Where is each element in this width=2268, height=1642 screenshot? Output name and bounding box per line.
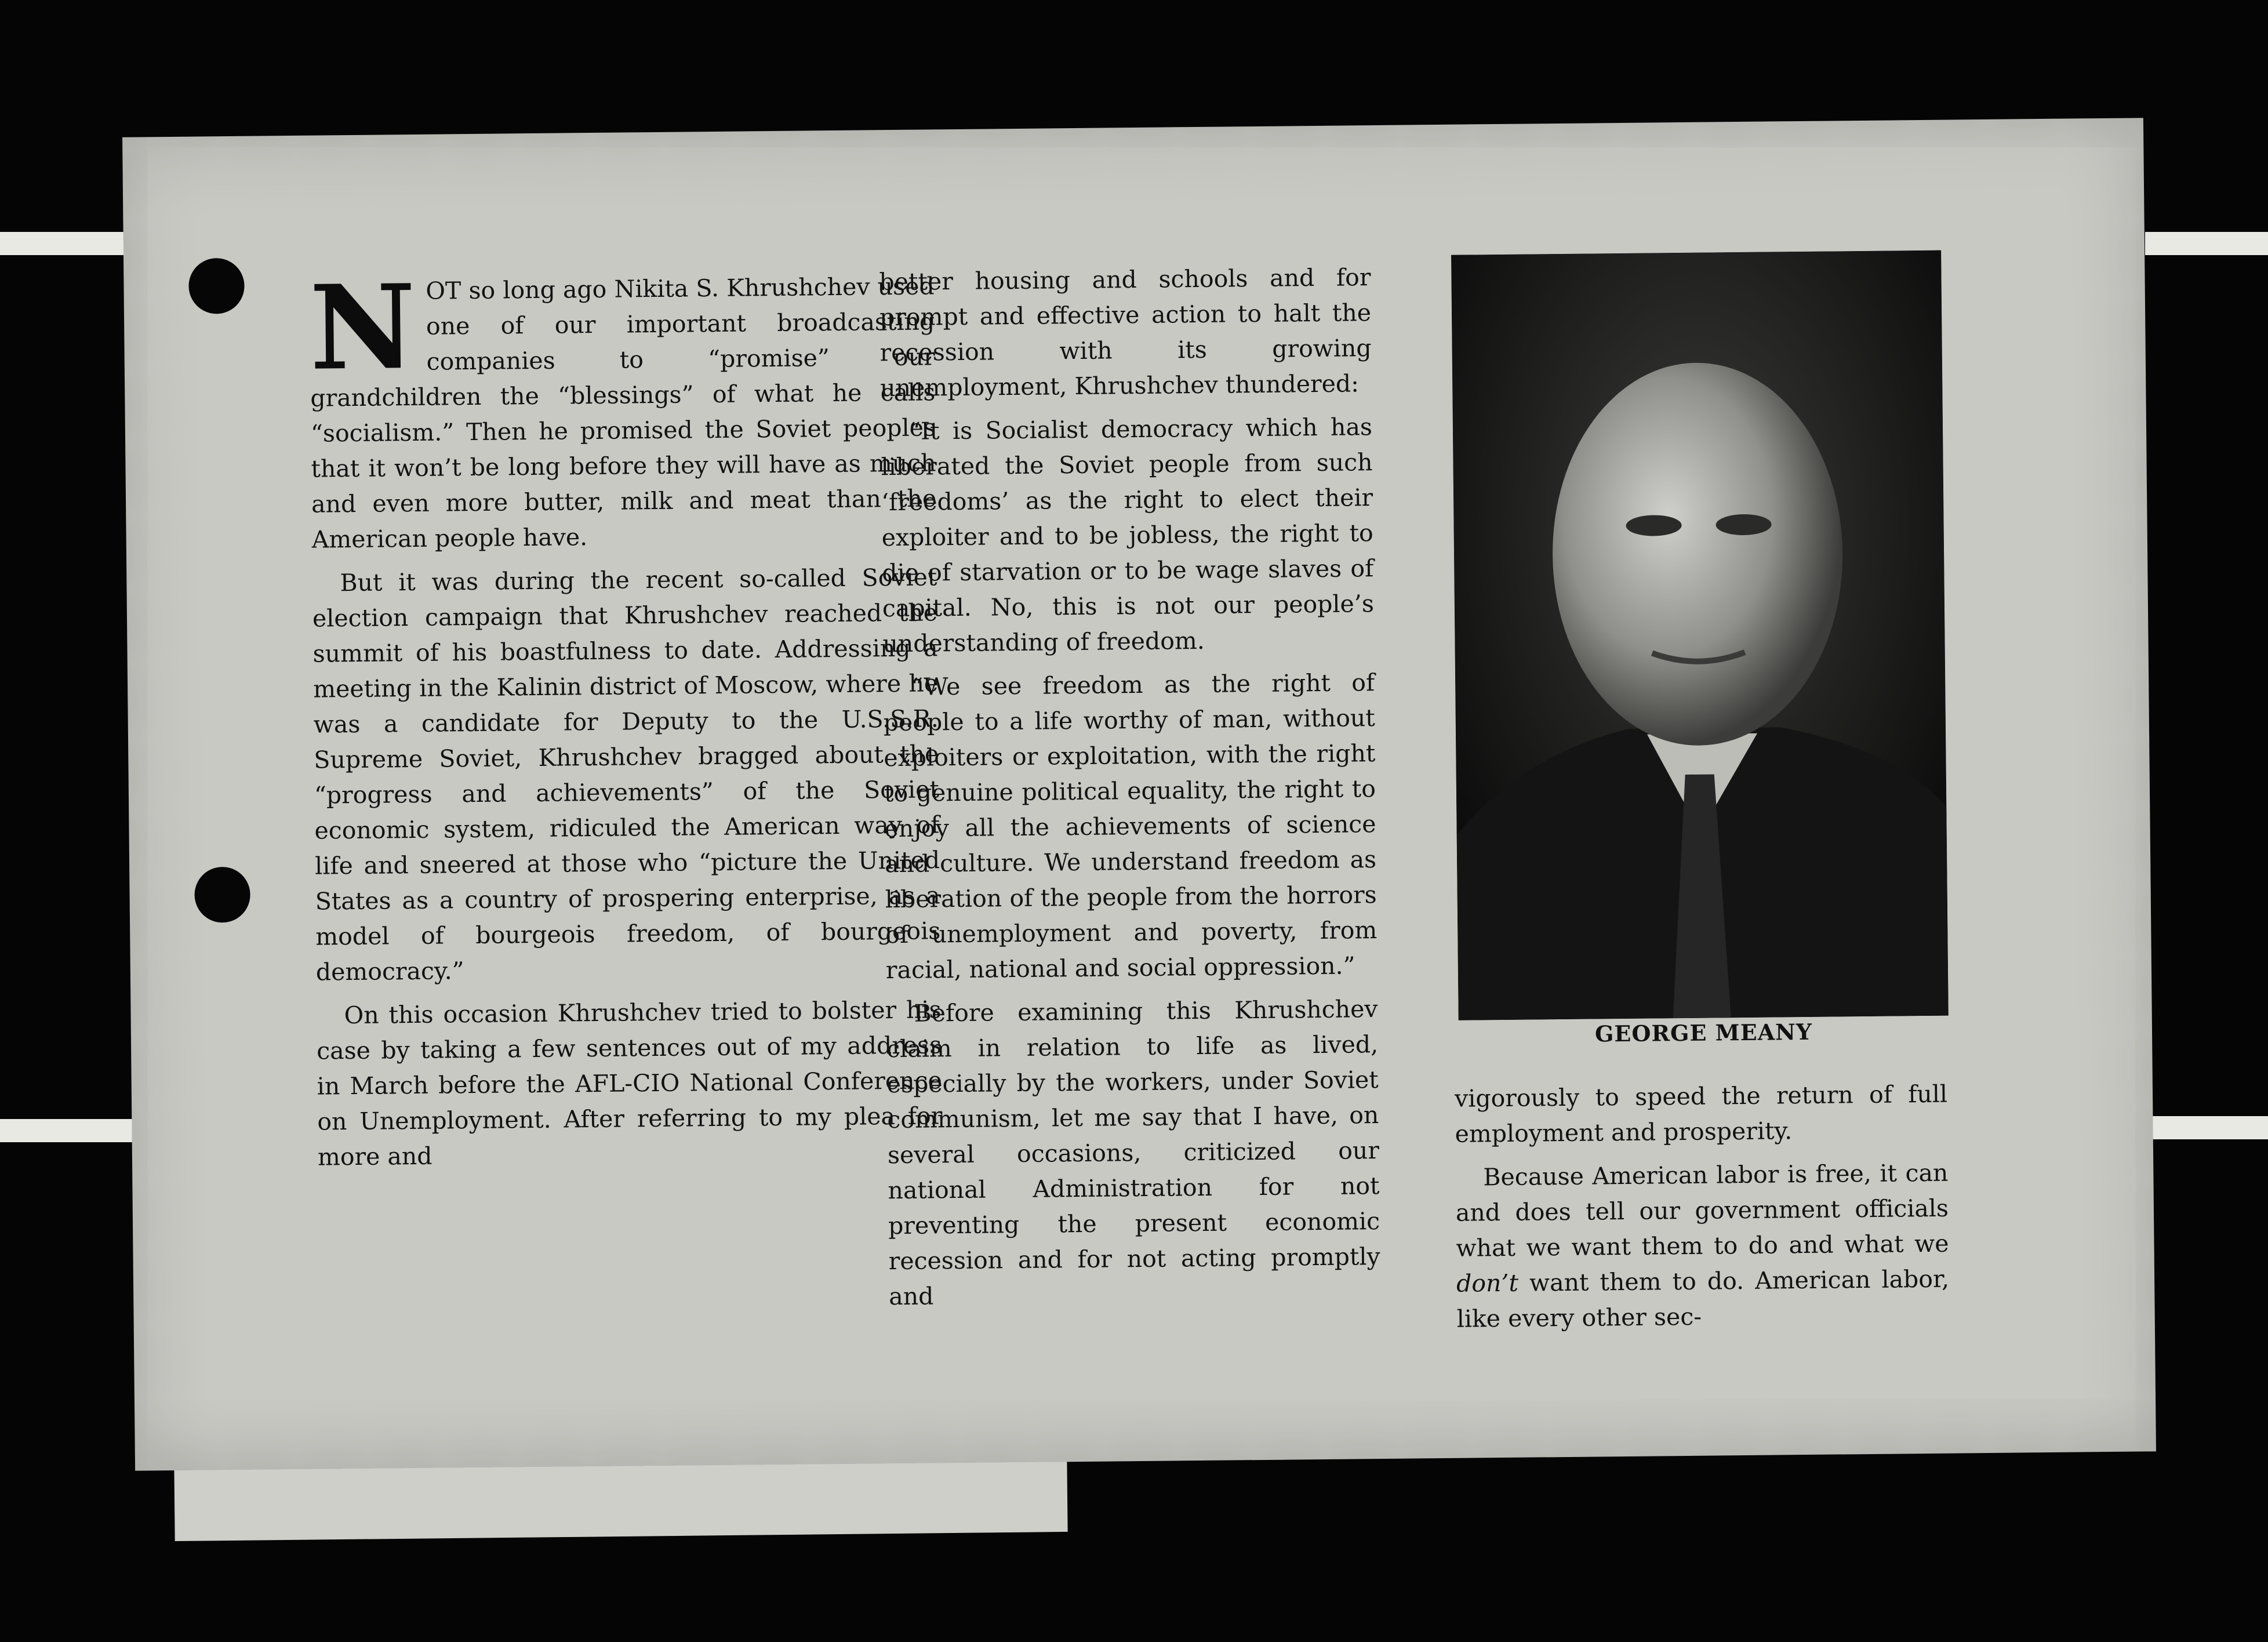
photo-caption: GEORGE MEANY — [1594, 1018, 1813, 1047]
paragraph: Before examining this Khrushchev claim in relation to life as lived, especially by the workers, under Soviet communism, let me say that I have, on several occasions, criticized our national Administration for not preventing the present economic recession and for not acting promptly and — [886, 995, 1380, 1311]
document-page — [122, 118, 2156, 1470]
paragraph: better housing and schools and for prompt and effective action to halt the recession with its growing unemployment, Khrushchev thundered: — [879, 263, 1372, 402]
paragraph: “We see freedom as the right of people to a life worthy of man, without exploiters or exploitation, with the right to genuine political equality, the right to enjoy all the achievements of science and culture. We understand freedom as liberation of the people from the horrors of unemployment and poverty, from racial, national and social oppression.” — [883, 669, 1377, 985]
paragraph: vigorously to speed the return of full employment and prosperity. — [1454, 1080, 1948, 1148]
paragraph: Because American labor is free, it can and does tell our government officials what we want them to do and what we don’t want them to do. American labor, like every other sec- — [1455, 1158, 1950, 1333]
punch-hole-bottom — [194, 867, 250, 923]
emphasis: don’t — [1456, 1269, 1519, 1298]
film-strip-right-top — [2145, 232, 2268, 255]
film-strip-left-bottom — [0, 1119, 139, 1142]
punch-hole-top — [188, 258, 245, 314]
portrait-figure — [1451, 250, 1949, 1020]
drop-cap: N — [309, 259, 417, 397]
paragraph: On this occasion Khrushchev tried to bolster his case by taking a few sentences out of my address in March before the AFL-CIO National Conference on Unemployment. After referring to my plea for more and — [316, 996, 943, 1171]
text-column-1 — [309, 259, 943, 1183]
portrait-photo — [1451, 250, 1949, 1020]
film-strip-left-top — [0, 232, 139, 255]
text-column-3 — [1455, 1077, 1950, 1345]
text-column-2 — [879, 260, 1380, 1323]
paragraph: N OT so long ago Nikita S. Khrushchev used one of our important broadcasting companies to “promise” our grandchildren the “blessings” of what he calls “socialism.” Then he promised the Soviet peoples that it won’t be long before they will have as much and even more butter, milk and meat than the American people have. — [309, 259, 937, 554]
film-strip-right-bottom — [2145, 1116, 2268, 1139]
paragraph: But it was during the recent so-called Soviet election campaign that Khrushchev reached the summit of his boastfulness to date. Addressing a meeting in the Kalinin district of Moscow, where he was a candidate for Deputy to the U.S.S.R. Supreme Soviet, Khrushchev bragged about the “progress and achievements” of the Soviet economic system, ridiculed the American way of life and sneered at those who “picture the United States as a country of prospering enterprise, as a model of bourgeois freedom, of bourgeois democracy.” — [312, 563, 941, 986]
paragraph: “It is Socialist democracy which has liberated the Soviet people from such ‘freedoms’ as the right to elect their exploiter and to be jobless, the right to die of starvation or to be wage slaves of capital. No, this is not our people’s understanding of freedom. — [881, 413, 1375, 658]
